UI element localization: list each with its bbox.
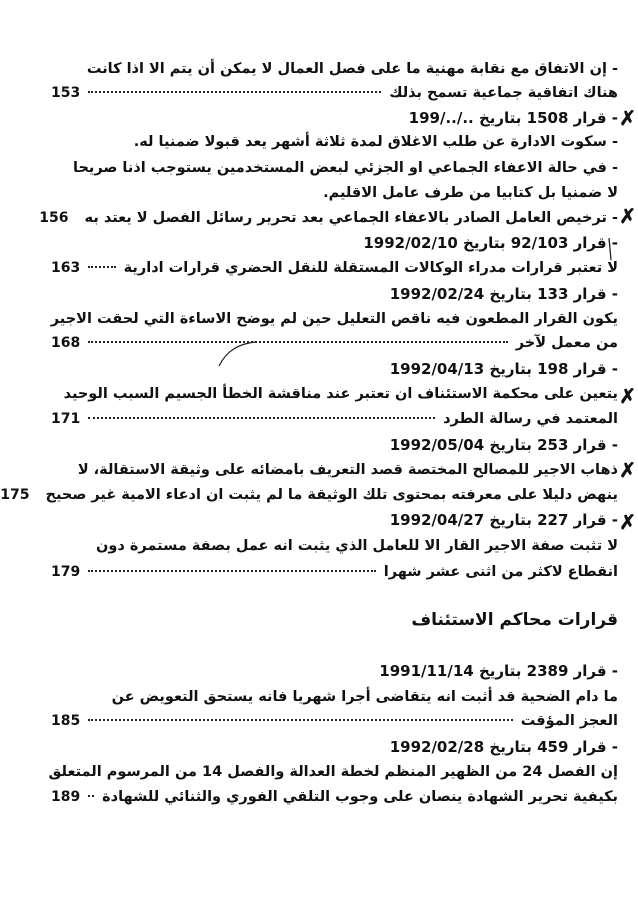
text-line: إن الفصل 24 من الظهير المنظم لخطة العدالة والفصل 14 من المرسوم المتعلق [48,764,618,780]
decision-heading: - قرار 2389 بتاريخ 1991/11/14 [379,662,618,680]
text-line: - إن الاتفاق مع نقابة مهنية ما على فصل العمال لا يمكن أن يتم الا اذا كانت [86,61,618,77]
entry-text: انقطاع لاكثر من اثنى عشر شهرا [383,564,618,580]
page-number: 163 [51,260,81,276]
toc-entry [51,786,618,808]
decision-heading: - قرار 227 بتاريخ 1992/04/27 [389,511,618,529]
decision-heading: - قرار 92/103 بتاريخ 1992/02/10 [363,234,618,252]
text-line: ما دام الضحية قد أثبت انه يتقاضى أجرا شهريا فانه يستحق التعويض عن [111,689,618,705]
pen-stroke-icon [217,340,257,370]
toc-entry [51,561,618,583]
decision-heading: - قرار 133 بتاريخ 1992/02/24 [389,285,618,303]
page-number: 185 [51,713,81,729]
dot-leader [88,341,508,343]
handwritten-star-icon: ✗ [619,458,636,482]
text-line: - سكوت الادارة عن طلب الاغلاق لمدة ثلاثة أشهر يعد قبولا ضمنيا له. [133,134,618,150]
entry-text: ينهض دليلا على معرفته بمحتوى تلك الوثيقة ما لم يثبت ان ادعاء الامية غير صحيح [45,487,618,503]
dot-leader [88,719,513,721]
entry-text: العجز المؤقت [520,713,618,729]
page-number: 189 [51,789,81,805]
page-number: 153 [51,85,81,101]
handwritten-star-icon: ✗ [619,204,636,228]
dot-leader [88,570,376,572]
page-number: 156 [39,210,69,226]
entry-text: بكيفية تحرير الشهادة ينصان على وجوب التلقي الفوري والثنائي للشهادة [102,789,618,805]
toc-entry [51,257,618,279]
entry-text: هناك اتفاقية جماعية تسمح بذلك [389,85,618,101]
page-number: 168 [51,335,81,351]
handwritten-star-icon: ✗ [619,510,636,534]
text-line: يتعين على محكمة الاستئناف ان تعتبر عند مناقشة الخطأ الجسيم السبب الوحيد [63,386,618,402]
entry-text: المعتمد في رسالة الطرد [443,411,618,427]
text-line: لا تثبت صفة الاجير القار الا للعامل الذي يثبت انه عمل بصفة مستمرة دون [95,538,618,554]
text-line: - في حالة الاعفاء الجماعي او الجزئي لبعض المستخدمين يستوجب اذنا صريحا [73,160,618,176]
entry-text: من معمل لآخر [515,335,618,351]
entry-text: لا تعتبر قرارات مدراء الوكالات المستقلة للنقل الحضري قرارات ادارية [123,260,618,276]
dot-leader [88,91,381,93]
entry-text: - ترخيص العامل الصادر بالاعفاء الجماعي بعد تحرير رسائل الفصل لا يعتد به [84,210,618,226]
toc-entry [51,710,618,732]
toc-entry [0,484,618,506]
dot-leader [88,795,94,797]
text-line: ذهاب الاجير للمصالح المختصة قصد التعريف بامضائه على وثيقة الاستقالة، لا [77,462,618,478]
decision-heading: - قرار 198 بتاريخ 1992/04/13 [389,360,618,378]
toc-entry [51,332,618,354]
dot-leader [88,266,115,268]
toc-entry [51,82,618,104]
decision-heading: - قرار 253 بتاريخ 1992/05/04 [389,436,618,454]
decision-heading: - قرار 1508 بتاريخ ../../199 [408,109,618,127]
section-title: قرارات محاكم الاستئناف [411,610,618,630]
handwritten-star-icon: ✗ [619,384,636,408]
handwritten-star-icon: ✗ [619,106,636,130]
page-number: 171 [51,411,81,427]
text-line: يكون القرار المطعون فيه ناقص التعليل حين لم يوضح الاساءة التي لحقت الاجير [50,311,618,327]
decision-heading: - قرار 459 بتاريخ 1992/02/28 [389,738,618,756]
toc-entry [51,408,618,430]
page-number: 179 [51,564,81,580]
tick-mark-icon [605,236,615,262]
toc-entry [39,207,618,229]
dot-leader [88,417,435,419]
page-number: 175 [0,487,30,503]
text-line: لا ضمنيا بل كتابيا من طرف عامل الاقليم. [323,185,618,201]
